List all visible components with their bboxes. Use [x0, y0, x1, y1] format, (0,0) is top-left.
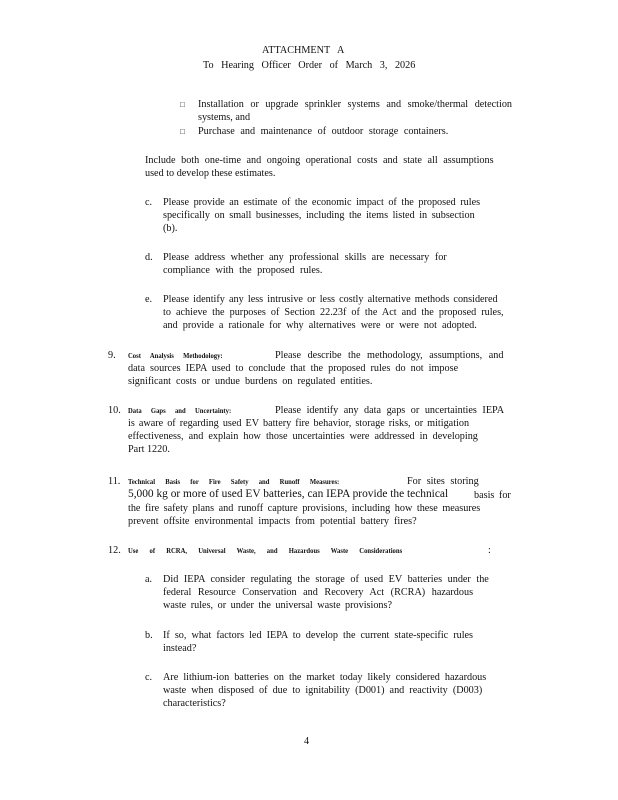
- item-heading: Use of RCRA, Universal Waste, and Hazardous Waste Considerations: [128, 547, 403, 555]
- subitem-label: e.: [145, 294, 153, 305]
- subitem-line: Please identify any less intrusive or less costly alternative methods considered: [163, 294, 498, 305]
- item-line: Please describe the methodology, assumptions, and: [275, 350, 504, 361]
- subitem-line: (b).: [163, 223, 178, 234]
- bullet-line: systems, and: [198, 112, 251, 123]
- bullet-line: Installation or upgrade sprinkler systems and smoke/thermal detection: [198, 99, 513, 110]
- page-number: 4: [304, 736, 310, 747]
- item-number: 11.: [108, 476, 121, 487]
- item-line: For sites storing: [407, 476, 479, 487]
- subitem-line: Please provide an estimate of the economic impact of the proposed rules: [163, 197, 481, 208]
- checkbox-bullet-icon: □: [180, 127, 185, 136]
- intro-line: Include both one-time and ongoing operational costs and state all assumptions: [145, 155, 494, 166]
- item-line: Please identify any data gaps or uncertainties IEPA: [275, 405, 505, 416]
- subitem-line: waste rules, or under the universal waste provisions?: [163, 600, 393, 611]
- heading-colon: :: [488, 545, 491, 556]
- item-line: Part 1220.: [128, 444, 170, 455]
- item-heading: Data Gaps and Uncertainty:: [128, 407, 232, 415]
- item-number: 12.: [108, 545, 121, 556]
- subitem-line: compliance with the proposed rules.: [163, 265, 323, 276]
- subitem-line: Are lithium-ion batteries on the market today likely considered hazardous: [163, 672, 487, 683]
- item-line: prevent offsite environmental impacts from potential battery fires?: [128, 516, 417, 527]
- subitem-line: and provide a rationale for why alternatives were or were not adopted.: [163, 320, 477, 331]
- item-line: 5,000 kg or more of used EV batteries, can IEPA provide the technical: [128, 488, 449, 500]
- item-heading: Cost Analysis Methodology:: [128, 352, 223, 360]
- subitem-label: c.: [145, 672, 153, 683]
- item-heading: Technical Basis for Fire Safety and Runoff Measures:: [128, 478, 340, 486]
- subitem-line: Did IEPA consider regulating the storage of used EV batteries under the: [163, 574, 489, 585]
- subitem-label: b.: [145, 630, 153, 641]
- item-line: the fire safety plans and runoff capture provisions, including how these measures: [128, 503, 481, 514]
- subitem-line: Please address whether any professional skills are necessary for: [163, 252, 447, 263]
- subitem-line: If so, what factors led IEPA to develop the current state-specific rules: [163, 630, 474, 641]
- subitem-line: characteristics?: [163, 698, 226, 709]
- subitem-line: waste when disposed of due to ignitability (D001) and reactivity (D003): [163, 685, 483, 696]
- subitem-line: specifically on small businesses, including the items listed in subsection: [163, 210, 475, 221]
- subitem-line: federal Resource Conservation and Recovery Act (RCRA) hazardous: [163, 587, 474, 598]
- bullet-line: Purchase and maintenance of outdoor storage containers.: [198, 126, 449, 137]
- item-number: 10.: [108, 405, 121, 416]
- item-line: effectiveness, and explain how those uncertainties were addressed in developing: [128, 431, 478, 442]
- subitem-line: to achieve the purposes of Section 22.23f of the Act and the proposed rules,: [163, 307, 504, 318]
- subitem-label: c.: [145, 197, 153, 208]
- item-line: data sources IEPA used to conclude that the proposed rules do not impose: [128, 363, 459, 374]
- subitem-label: a.: [145, 574, 153, 585]
- attachment-title: ATTACHMENT A: [262, 45, 345, 56]
- checkbox-bullet-icon: □: [180, 100, 185, 109]
- order-subtitle: To Hearing Officer Order of March 3, 2026: [203, 60, 416, 71]
- item-line: basis for: [474, 490, 511, 501]
- intro-line: used to develop these estimates.: [145, 168, 276, 179]
- item-line: significant costs or undue burdens on regulated entities.: [128, 376, 373, 387]
- item-line: is aware of regarding used EV battery fire behavior, storage risks, or mitigation: [128, 418, 470, 429]
- subitem-label: d.: [145, 252, 153, 263]
- subitem-line: instead?: [163, 643, 197, 654]
- item-number: 9.: [108, 350, 116, 361]
